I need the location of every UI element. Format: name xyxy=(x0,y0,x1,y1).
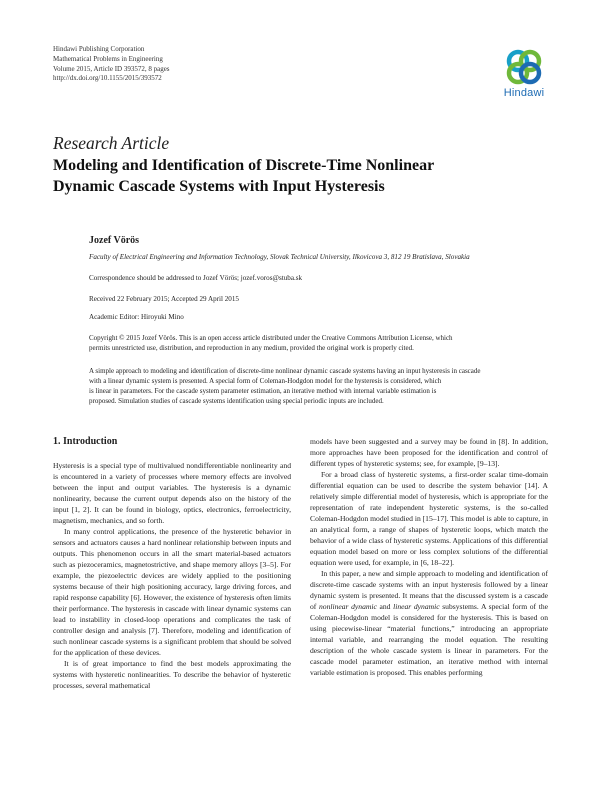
logo-wordmark: Hindawi xyxy=(503,87,545,99)
title-line-1: Modeling and Identification of Discrete-Time Nonlinear xyxy=(53,157,435,174)
correspondence: Correspondence should be addressed to Jozef Vörös; jozef.voros@stuba.sk xyxy=(89,274,303,282)
academic-editor: Academic Editor: Hiroyuki Mino xyxy=(89,313,184,321)
title-line-2: Dynamic Cascade Systems with Input Hysteresis xyxy=(53,178,385,195)
affiliation xyxy=(89,252,559,262)
body-column-left xyxy=(53,436,291,691)
article-title xyxy=(53,155,553,197)
article-type: Research Article xyxy=(53,133,170,153)
hindawi-logo xyxy=(494,48,554,106)
doi-link[interactable]: http://dx.doi.org/10.1155/2015/393572 xyxy=(53,74,162,83)
paragraph-text: and xyxy=(376,602,394,611)
dates: Received 22 February 2015; Accepted 29 April 2015 xyxy=(89,295,239,303)
paragraph: models have been suggested and a survey may be found in [8]. In addition, more approaches have been proposed for the identification and control of different types of hysteretic systems; see, for example, [9–13]. xyxy=(310,437,548,468)
journal-name: Mathematical Problems in Engineering xyxy=(53,54,163,63)
emphasis-text: linear dynamic xyxy=(393,602,440,611)
paragraph xyxy=(310,568,548,678)
copyright-line-2: permits unrestricted use, distribution, and reproduction in any medium, provided the original work is properly cited. xyxy=(89,344,414,352)
author-name: Jozef Vörös xyxy=(89,235,140,246)
abstract-line: is linear in parameters. For the cascade system parameter estimation, an iterative method with internal variable estimation is xyxy=(89,387,437,395)
abstract-line: with a linear dynamic system is presented. A special form of Coleman-Hodgdon model for the hysteresis is considered, which xyxy=(89,377,442,385)
affiliation-text: Faculty of Electrical Engineering and Information Technology, Slovak Technical University, Ilkovicova 3, 812 19 Bratislava, Slovakia xyxy=(89,253,470,261)
abstract-line: proposed. Simulation studies of cascade systems identification using special periodic inputs are included. xyxy=(89,397,384,405)
paragraph: It is of great importance to find the best models approximating the systems with hysteretic nonlinearities. To describe the behavior of hysteretic processes, several mathematical xyxy=(53,659,291,690)
paragraph: For a broad class of hysteretic systems, a first-order scalar time-domain differential equation can be used to describe the system behavior [14]. A relatively simple differential model of hysteresis, which is appropriate for the representation of rate independent hysteretic systems, is the so-called Coleman-Hodgdon model studied in [15–17]. This model is able to capture, in an analytical form, a range of shapes of hysteretic loops, which match the behavior of a wide class of hysteretic systems. Applications of this differential equation model based on more or less complex solutions of the differential equation were used, for example, in [6, 18–22]. xyxy=(310,470,548,567)
emphasis-text: nonlinear dynamic xyxy=(318,602,377,611)
hindawi-rings-icon xyxy=(504,48,544,86)
paragraph-text: subsystems. A special form of the Coleman-Hodgdon model is considered for the hysteresis. This is based on using piecewise-linear “material functions,” introducing an appropriate internal variable, and rearranging the model equation. The resulting description of the whole cascade system is linear in parameters. For the cascade model parameter estimation, an iterative method with internal variable estimation is proposed. This enables performing xyxy=(310,602,548,677)
paragraph: Hysteresis is a special type of multivalued nondifferentiable nonlinearity and is encountered in a variety of processes where memory effects are involved between the input and output variables. The hysteresis is a dynamic nonlinearity, because the current output depends also on the history of the input [1, 2]. It can be found in biology, optics, electronics, ferroelectricity, magnetism, mechanics, and so forth. xyxy=(53,461,291,525)
abstract-line: A simple approach to modeling and identification of discrete-time nonlinear dynamic cascade systems having an input hysteresis in cascade xyxy=(89,367,481,375)
publication-meta xyxy=(53,45,170,84)
volume-info: Volume 2015, Article ID 393572, 8 pages xyxy=(53,64,170,73)
copyright-line-1: Copyright © 2015 Jozef Vörös. This is an open access article distributed under the Creative Commons Attribution License, which xyxy=(89,334,453,342)
paragraph-text: In this paper, a new and simple approach to modeling and identification of discrete-time cascade systems with an input hysteresis followed by a linear dynamic system is presented. It means that the discussed system is a cascade of xyxy=(310,569,548,611)
publisher-name: Hindawi Publishing Corporation xyxy=(53,45,145,53)
paragraph: In many control applications, the presence of the hysteretic behavior in sensors and actuators causes a hard nonlinear relationship between inputs and outputs. This phenomenon occurs in all the smart material-based actuators such as piezoceramics, magnetostrictive, and shape memory alloys [3–5]. For example, the piezoelectric devices are widely applied to the positioning systems because of their high positioning accuracy, large driving forces, and rapid response capability [6]. However, the existence of hysteresis often limits their performance. The hysteresis in cascade with linear dynamic systems can lead to instability in closed-loop operations and complicates the task of controller design and analysis [7]. Therefore, modeling and identification of such nonlinear cascade systems is a significant problem that should be solved for the application of these devices. xyxy=(53,527,291,657)
section-heading-introduction: 1. Introduction xyxy=(53,436,118,447)
copyright-notice xyxy=(89,333,559,353)
abstract xyxy=(89,366,559,406)
body-column-right xyxy=(310,436,548,678)
